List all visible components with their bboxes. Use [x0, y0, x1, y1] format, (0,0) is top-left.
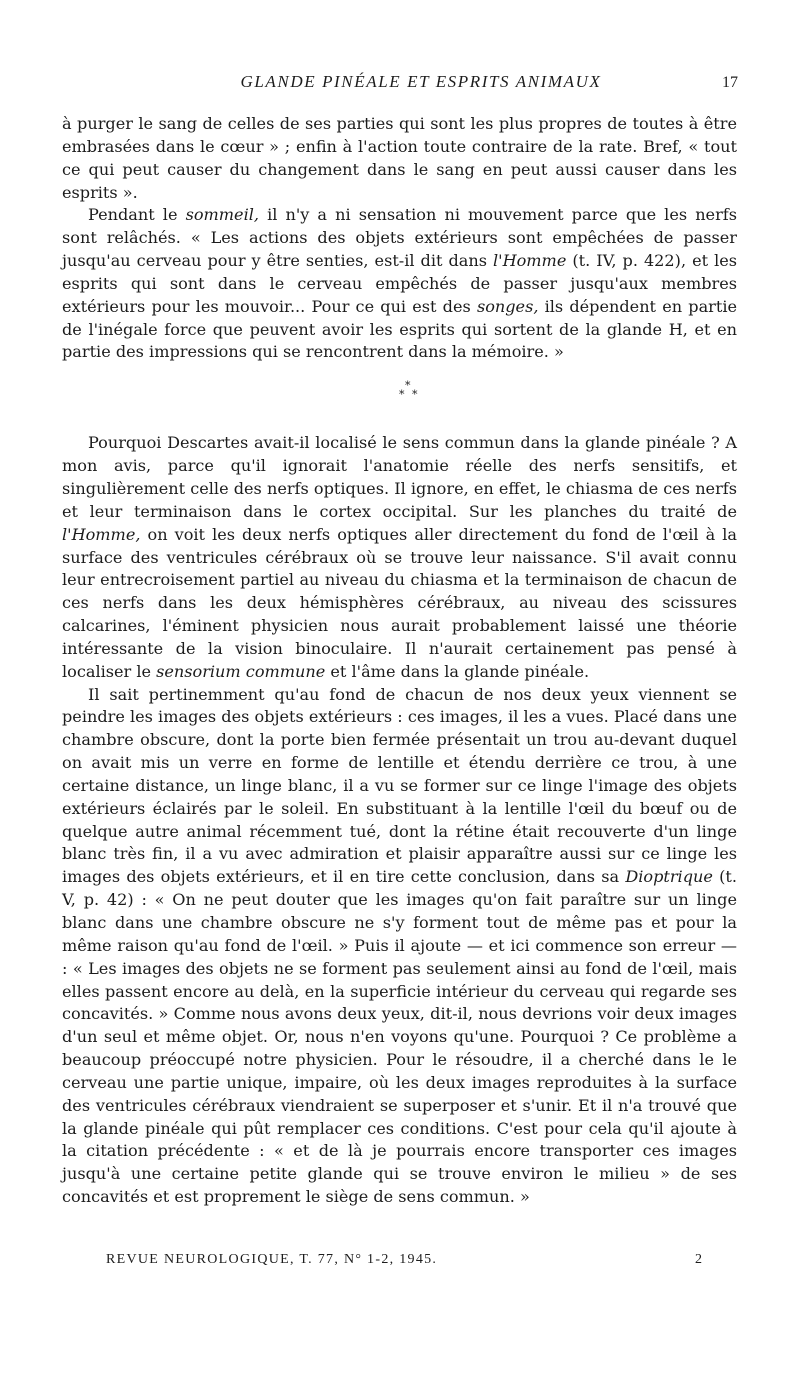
asterisk: * — [412, 388, 418, 402]
paragraph-2-text: (t. IV, p. 422), et les esprits qui sont dans le cerveau empêchés de passer jusqu'aux membres extérieurs pour les mouvoir... Pour ce qui est des — [62, 251, 737, 316]
paragraph-4-text: Il sait pertinemment qu'au fond de chacun de nos deux yeux viennent se peindre les images des objets extérieurs : ces images, il les a vues. Placé dans une chambre obscure, dont la porte bien fermée présentait un trou au-devant duquel on avait mis un verre en forme de lentille et étendu derrière ce trou, à une certaine distance, un linge blanc, il a vu se former sur ce linge l'image des objets extérieurs éclairés par le soleil. En substituant à la lentille l'œil du bœuf ou de quelque autre animal récemment tué, dont la rétine était recouverte d'un linge blanc très fin, il a vu avec admiration et plaisir apparaître aussi sur ce linge les images des objets extérieurs, et il en tire cette conclusion, dans sa — [62, 684, 737, 887]
signature-mark: 2 — [695, 1252, 702, 1267]
running-head — [64, 72, 738, 100]
emphasis-dioptrique: Dioptrique — [625, 867, 713, 887]
page-footer — [106, 1252, 702, 1274]
emphasis-homme: l'Homme — [493, 251, 567, 271]
paragraph-1: à purger le sang de celles de ses parties qui sont les plus propres de toutes à être embrasées dans le cœur » ; enfin à l'action toute contraire de la rate. Bref, « tout ce qui peut causer du changement dans le sang en peut aussi causer dans les esprits ». — [62, 114, 737, 202]
paragraph-3-text: et l'âme dans la glande pinéale. — [325, 661, 590, 681]
running-title: GLANDE PINÉALE ET ESPRITS ANIMAUX — [240, 72, 602, 91]
paragraph-3-text: Pourquoi Descartes avait-il localisé le sens commun dans la glande pinéale ? A mon avis, parce qu'il ignorait l'anatomie réelle des nerfs sensitifs, et singulièrement celle des nerfs optiques. Il ignore, en effet, le chiasma de ces nerfs et leur terminaison dans le cortex occipital. Sur les planches du traité de — [62, 433, 737, 521]
article-body — [62, 113, 737, 1209]
page-number: 17 — [722, 74, 738, 91]
paragraph-2-text: Pendant le — [88, 205, 186, 225]
asterisk: * — [399, 388, 405, 402]
paragraph-3-text: on voit les deux nerfs optiques aller directement du fond de l'œil à la surface des ventricules cérébraux où se trouve leur naissance. S'il avait connu leur entrecroisement partiel au niveau du chiasma et la terminaison de chacun de ces nerfs dans les deux hémisphères cérébraux, au niveau des scissures calcarines, l'éminent physicien nous aurait probablement laissé une théorie intéressante de la vision binoculaire. Il n'aurait certainement pas pensé à localiser le — [62, 524, 737, 681]
paragraph-4 — [62, 684, 737, 1209]
emphasis-homme: l'Homme, — [62, 524, 141, 544]
paragraph-2-text: ils dépendent en partie de l'inégale force que peuvent avoir les esprits qui sortent de la glande H, et en partie des impressions qui se rencontrent dans la mémoire. » — [62, 296, 737, 362]
paragraph-3 — [62, 432, 737, 683]
paragraph-4-text: (t. V, p. 42) : « On ne peut douter que les images qu'on fait paraître sur un linge blanc dans une chambre obscure ne s'y forment tout de même pas et pour la même raison qu'au fond de l'œil. » Puis il ajoute — et ici commence son erreur — : « Les images des objets ne se forment pas seulement ainsi au fond de l'œil, mais elles passent encore au delà, en la superficie intérieur du cerveau qui regarde ses concavités. » Comme nous avons deux yeux, dit-il, nous devrions voir deux images d'un seul et même objet. Or, nous n'en voyons qu'une. Pourquoi ? Ce problème a beaucoup préoccupé notre physicien. Pour le résoudre, il a cherché dans le le cerveau une partie unique, impaire, où les deux images reproduites à la surface des ventricules cérébraux viendraient se superposer et s'unir. Et il n'a trouvé que la glande pinéale qui pût remplacer ces conditions. C'est pour cela qu'il ajoute à la citation précédente : « et de là je pourrais encore transporter ces images jusqu'à une certaine petite glande qui se trouve environ le milieu » de ses concavités et est proprement le siège de sens commun. » — [62, 867, 738, 1207]
emphasis-sommeil: sommeil, — [185, 205, 259, 225]
paragraph-2-text: il n'y a ni sensation ni mouvement parce que les nerfs sont relâchés. « Les actions des objets extérieurs sont empêchées de passer jusqu'au cerveau pour y être senties, est-il dit dans — [62, 205, 737, 271]
paragraph-2 — [62, 204, 737, 364]
journal-citation: REVUE NEUROLOGIQUE, T. 77, N° 1-2, 1945. — [106, 1252, 438, 1267]
emphasis-songes: songes, — [476, 296, 539, 316]
section-asterism — [72, 364, 737, 432]
asterisk: * — [405, 379, 411, 393]
emphasis-sensorium: sensorium commune — [156, 661, 326, 681]
